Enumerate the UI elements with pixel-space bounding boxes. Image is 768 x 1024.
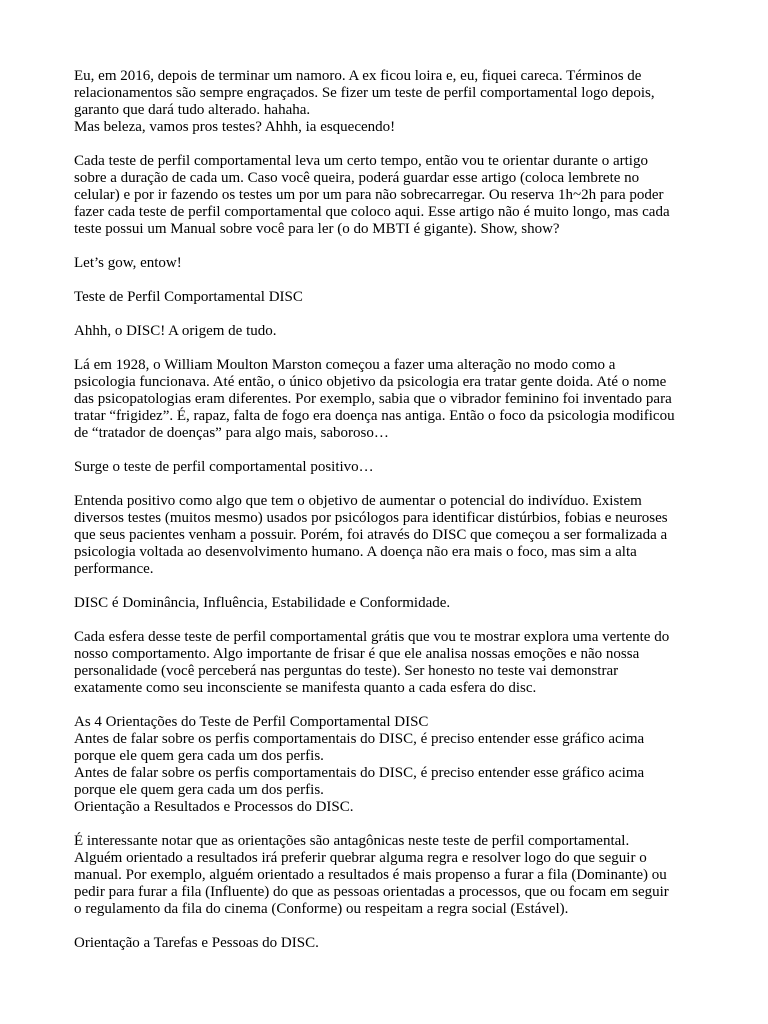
text-line: Antes de falar sobre os perfis comportamentais do DISC, é preciso entender esse gráfico acima [74, 765, 645, 781]
text-line: celular) e por ir fazendo os testes um por um para não sobrecarregar. Ou reserva 1h~2h para poder [74, 187, 664, 203]
document-page [74, 68, 704, 969]
paragraph [74, 833, 704, 918]
text-line: pedir para furar a fila (Influente) do que as pessoas orientadas a processos, que ou focam em seguir [74, 884, 669, 900]
text-line: o regulamento da fila do cinema (Conforme) ou respeitam a regra social (Estável). [74, 901, 569, 917]
text-line: Surge o teste de perfil comportamental positivo… [74, 459, 374, 475]
paragraph [74, 357, 704, 442]
paragraph [74, 323, 704, 340]
text-line: psicologia funcionava. Até então, o único objetivo da psicologia era tratar gente doida. Até o nome [74, 374, 667, 390]
text-line: relacionamentos são sempre engraçados. Se fizer um teste de perfil comportamental logo depois, [74, 85, 655, 101]
paragraph [74, 68, 704, 136]
text-line: diversos testes (muitos mesmo) usados por psicólogos para identificar distúrbios, fobias e neuroses [74, 510, 668, 526]
text-line: Antes de falar sobre os perfis comportamentais do DISC, é preciso entender esse gráfico acima [74, 731, 645, 747]
text-line: personalidade (você perceberá nas perguntas do teste). Ser honesto no teste vai demonstrar [74, 663, 619, 679]
text-line: Alguém orientado a resultados irá preferir quebrar alguma regra e resolver logo do que seguir o [74, 850, 647, 866]
text-line: Lá em 1928, o William Moulton Marston começou a fazer uma alteração no modo como a [74, 357, 616, 373]
text-line: performance. [74, 561, 154, 577]
paragraph [74, 629, 704, 697]
text-line: Ahhh, o DISC! A origem de tudo. [74, 323, 277, 339]
text-line: fazer cada teste de perfil comportamental que coloco aqui. Esse artigo não é muito longo, mas cada [74, 204, 670, 220]
text-line: Orientação a Resultados e Processos do DISC. [74, 799, 354, 815]
text-line: teste possui um Manual sobre você para ler (o do MBTI é gigante). Show, show? [74, 221, 560, 237]
text-line: Let’s gow, entow! [74, 255, 182, 271]
text-line: DISC é Dominância, Influência, Estabilidade e Conformidade. [74, 595, 451, 611]
text-line: porque ele quem gera cada um dos perfis. [74, 782, 324, 798]
text-line: porque ele quem gera cada um dos perfis. [74, 748, 324, 764]
text-line: tratar “frigidez”. É, rapaz, falta de fogo era doença nas antiga. Então o foco da psicologia modificou [74, 408, 675, 424]
text-line: Entenda positivo como algo que tem o objetivo de aumentar o potencial do indivíduo. Existem [74, 493, 642, 509]
paragraph [74, 289, 704, 306]
text-line: garanto que dará tudo alterado. hahaha. [74, 102, 311, 118]
paragraph [74, 493, 704, 578]
paragraph [74, 595, 704, 612]
text-line: É interessante notar que as orientações são antagônicas neste teste de perfil comportamental. [74, 833, 630, 849]
text-line: Cada esfera desse teste de perfil comportamental grátis que vou te mostrar explora uma vertente do [74, 629, 670, 645]
text-line: das psicopatologias eram diferentes. Por exemplo, sabia que o vibrador feminino foi inventado para [74, 391, 672, 407]
text-line: psicologia voltada ao desenvolvimento humano. A doença não era mais o foco, mas sim a alta [74, 544, 637, 560]
text-line: nosso comportamento. Algo importante de frisar é que ele analisa nossas emoções e não nossa [74, 646, 640, 662]
text-line: As 4 Orientações do Teste de Perfil Comportamental DISC [74, 714, 429, 730]
paragraph [74, 935, 704, 952]
paragraph [74, 255, 704, 272]
document-body [74, 68, 704, 952]
paragraph [74, 459, 704, 476]
text-line: Eu, em 2016, depois de terminar um namoro. A ex ficou loira e, eu, fiquei careca. Términos de [74, 68, 642, 84]
paragraph [74, 153, 704, 238]
text-line: Mas beleza, vamos pros testes? Ahhh, ia esquecendo! [74, 119, 396, 135]
text-line: manual. Por exemplo, alguém orientado a resultados é mais propenso a furar a fila (Dominante) ou [74, 867, 667, 883]
text-line: Orientação a Tarefas e Pessoas do DISC. [74, 935, 319, 951]
text-line: sobre a duração de cada um. Caso você queira, poderá guardar esse artigo (coloca lembrete no [74, 170, 640, 186]
paragraph [74, 714, 704, 816]
text-line: que seus pacientes venham a possuir. Porém, foi através do DISC que começou a ser formalizada a [74, 527, 668, 543]
text-line: Teste de Perfil Comportamental DISC [74, 289, 303, 305]
text-line: Cada teste de perfil comportamental leva um certo tempo, então vou te orientar durante o artigo [74, 153, 648, 169]
text-line: de “tratador de doenças” para algo mais, saboroso… [74, 425, 389, 441]
text-line: exatamente como seu inconsciente se manifesta quanto a cada esfera do disc. [74, 680, 537, 696]
